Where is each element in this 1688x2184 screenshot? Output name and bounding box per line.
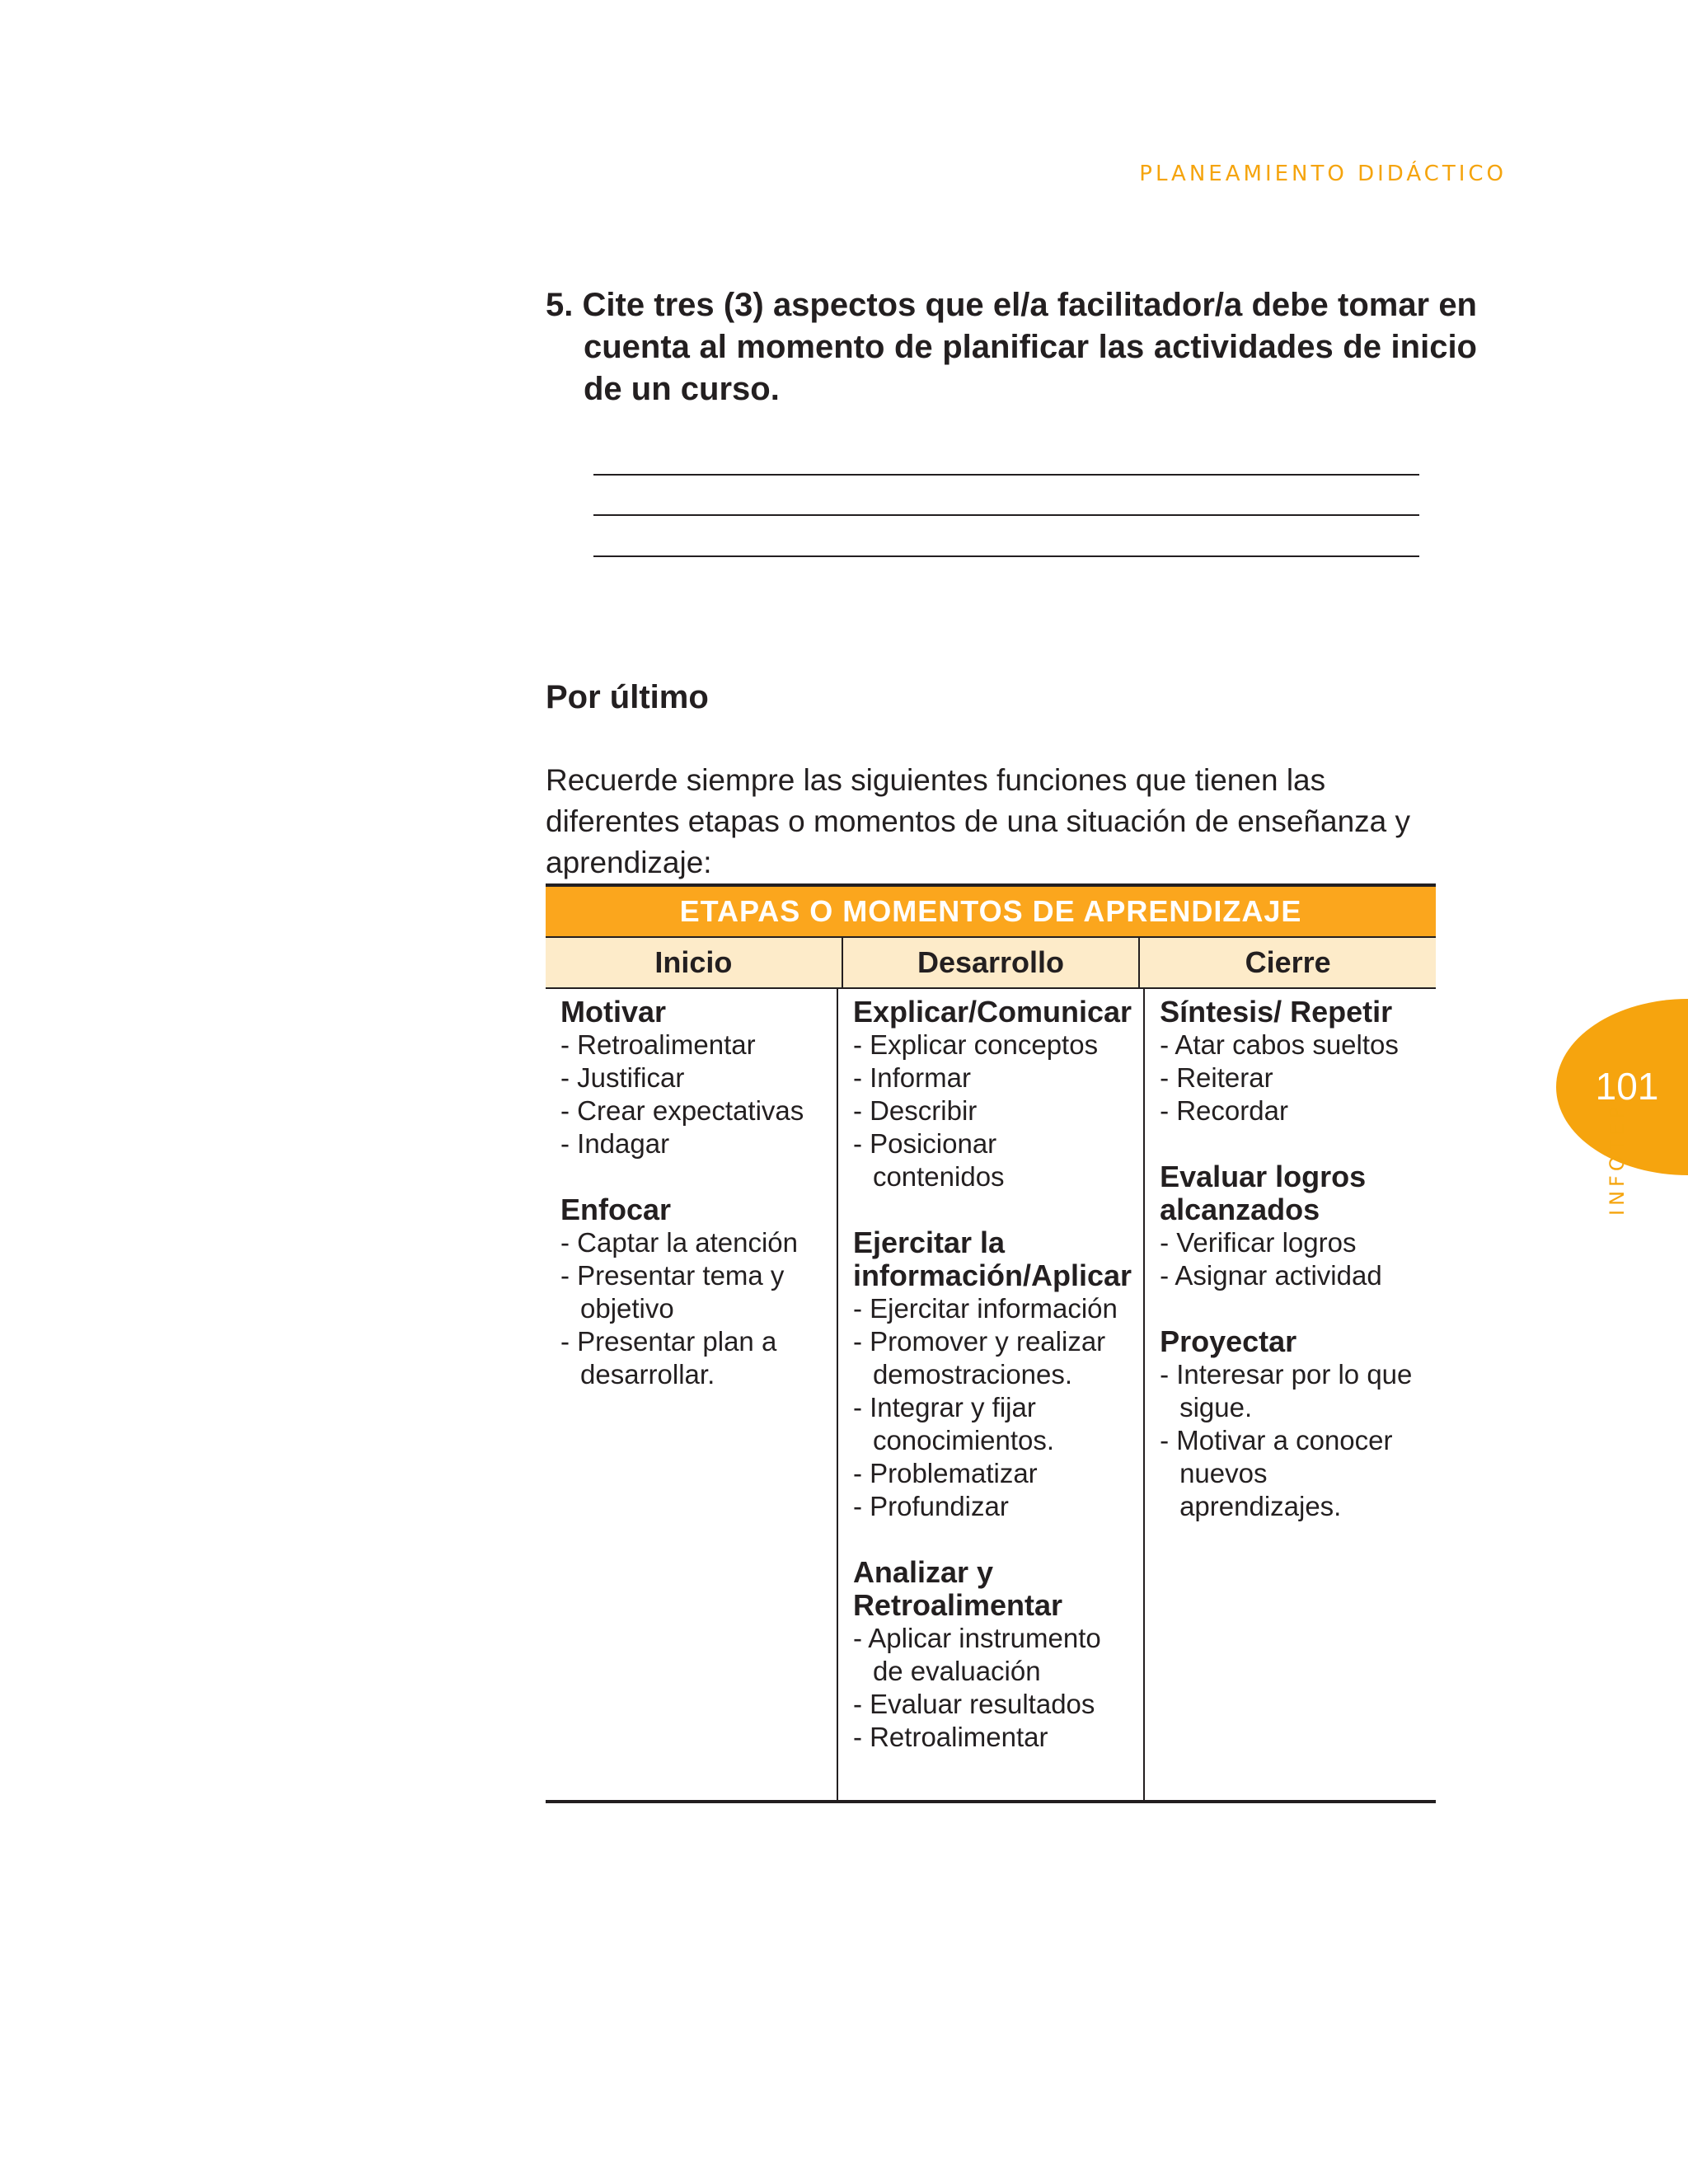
list-item: - Reiterar bbox=[1160, 1062, 1273, 1093]
column-header-inicio: Inicio bbox=[654, 945, 733, 979]
list-item: - Evaluar resultados bbox=[852, 1689, 1095, 1719]
publisher-label: INFOTEP bbox=[1606, 1102, 1629, 1216]
list-item: - Posicionar contenidos bbox=[852, 1128, 1005, 1192]
list-item: - Indagar bbox=[560, 1128, 670, 1159]
list-item: - Integrar y fijar conocimientos. bbox=[852, 1392, 1055, 1455]
group-explicar-comunicar bbox=[853, 996, 1132, 1193]
group-title: Ejercitar la información/Aplicar bbox=[852, 1226, 1132, 1292]
list-item: - Presentar plan a desarrollar. bbox=[560, 1326, 777, 1390]
list-item: - Motivar a conocer nuevos aprendizajes. bbox=[1160, 1425, 1393, 1521]
group-proyectar bbox=[1160, 1325, 1424, 1523]
list-item: - Asignar actividad bbox=[1160, 1260, 1382, 1291]
list-item: - Justificar bbox=[560, 1062, 685, 1093]
group-motivar bbox=[560, 996, 825, 1160]
group-title: Enfocar bbox=[560, 1193, 672, 1226]
column-header-cierre: Cierre bbox=[1138, 938, 1436, 987]
table-column-headers bbox=[546, 938, 1436, 989]
list-item: - Problematizar bbox=[852, 1458, 1038, 1488]
table-title: ETAPAS O MOMENTOS DE APRENDIZAJE bbox=[546, 887, 1436, 938]
column-inicio bbox=[546, 989, 837, 1800]
group-title: Síntesis/ Repetir bbox=[1160, 995, 1393, 1029]
section-heading: Por último bbox=[546, 679, 709, 715]
page-number: 101 bbox=[1595, 1065, 1659, 1108]
group-title: Analizar y Retroalimentar bbox=[852, 1555, 1063, 1622]
list-item: - Ejercitar información bbox=[852, 1293, 1118, 1324]
list-item: - Profundizar bbox=[852, 1491, 1009, 1521]
group-enfocar bbox=[560, 1193, 825, 1391]
column-header-desarrollo: Desarrollo bbox=[842, 938, 1139, 987]
list-item: - Presentar tema y objetivo bbox=[560, 1260, 785, 1324]
list-item: - Retroalimentar bbox=[560, 1029, 756, 1060]
list-item: - Recordar bbox=[1160, 1095, 1288, 1126]
answer-line bbox=[593, 474, 1419, 476]
group-analizar-retroalimentar bbox=[853, 1556, 1132, 1754]
list-item: - Atar cabos sueltos bbox=[1160, 1029, 1399, 1060]
list-item: - Explicar conceptos bbox=[852, 1029, 1099, 1060]
list-item: - Promover y realizar demostraciones. bbox=[852, 1326, 1106, 1390]
group-title: Evaluar logros alcanzados bbox=[1160, 1160, 1367, 1226]
table-body bbox=[546, 989, 1436, 1800]
group-title: Motivar bbox=[560, 995, 667, 1029]
group-evaluar-logros bbox=[1160, 1160, 1424, 1292]
list-item: - Describir bbox=[852, 1095, 978, 1126]
learning-stages-table bbox=[546, 883, 1436, 1803]
list-item: - Captar la atención bbox=[560, 1227, 798, 1258]
list-item: - Informar bbox=[852, 1062, 971, 1093]
list-item: - Crear expectativas bbox=[560, 1095, 804, 1126]
answer-line bbox=[593, 514, 1419, 516]
column-desarrollo bbox=[837, 989, 1143, 1800]
list-item: - Interesar por lo que sigue. bbox=[1160, 1359, 1413, 1422]
answer-line bbox=[593, 555, 1419, 557]
list-item: - Aplicar instrumento de evaluación bbox=[852, 1623, 1101, 1686]
question-5: 5. Cite tres (3) aspectos que el/a facilitador/a debe tomar en cuenta al momento de planificar las actividades de inicio de un curso. bbox=[546, 287, 1477, 407]
group-title: Proyectar bbox=[1160, 1324, 1297, 1358]
list-item: - Retroalimentar bbox=[852, 1722, 1048, 1752]
column-cierre bbox=[1143, 989, 1436, 1800]
group-sintesis-repetir bbox=[1160, 996, 1424, 1127]
running-header: PLANEAMIENTO DIDÁCTICO bbox=[1139, 162, 1507, 186]
group-title: Explicar/Comunicar bbox=[852, 995, 1132, 1029]
list-item: - Verificar logros bbox=[1160, 1227, 1357, 1258]
group-ejercitar-aplicar bbox=[853, 1226, 1132, 1523]
intro-paragraph: Recuerde siempre las siguientes funciones que tienen las diferentes etapas o momentos de una situación de enseñanza y aprendizaje: bbox=[546, 763, 1411, 879]
